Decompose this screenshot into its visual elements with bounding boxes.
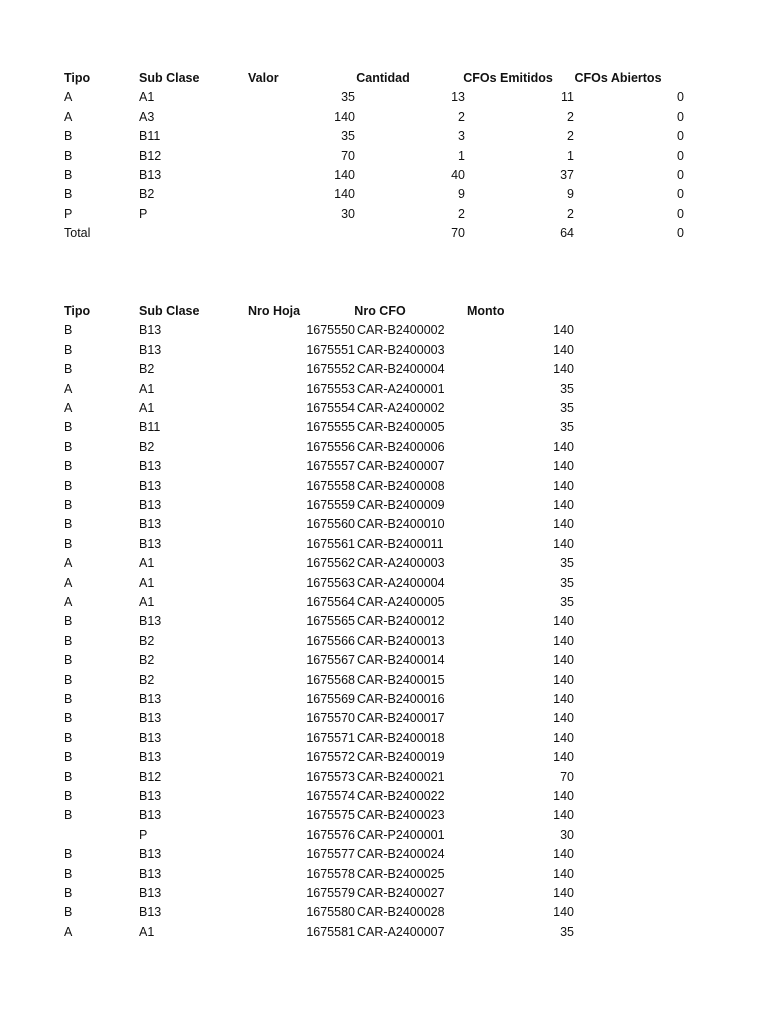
summary-cell-tipo: A	[64, 109, 73, 124]
summary-cell-tipo: P	[64, 206, 73, 221]
detail-cell-monto: 140	[553, 342, 574, 357]
summary-cell-tipo: Total	[64, 226, 91, 241]
detail-cell-sub-clase: A1	[139, 401, 155, 415]
detail-cell-sub-clase: B2	[139, 439, 155, 454]
summary-cell-cantidad: 40	[451, 168, 465, 182]
detail-row	[0, 380, 768, 399]
detail-cell-nro-cfo: CAR-A2400007	[357, 924, 445, 939]
detail-cell-nro-cfo: CAR-A2400001	[357, 381, 445, 396]
detail-cell-nro-hoja: 1675561	[306, 536, 355, 551]
detail-cell-tipo: B	[64, 420, 73, 435]
summary-cell-cfos-abiertos: 0	[677, 90, 684, 105]
summary-cell-cfos-emitidos: 64	[560, 226, 574, 241]
summary-cell-cantidad: 1	[458, 148, 465, 163]
summary-cell-valor: 140	[334, 109, 355, 124]
detail-cell-tipo: B	[64, 633, 73, 648]
detail-cell-sub-clase: B13	[139, 711, 162, 726]
detail-row	[0, 903, 768, 922]
detail-cell-nro-cfo: CAR-B2400012	[357, 614, 445, 629]
detail-cell-monto: 140	[553, 730, 574, 745]
detail-cell-nro-hoja: 1675564	[306, 595, 355, 609]
detail-header-nro-cfo: Nro CFO	[354, 304, 406, 318]
detail-row	[0, 748, 768, 767]
detail-cell-nro-cfo: CAR-B2400005	[357, 420, 445, 435]
detail-cell-tipo: B	[64, 692, 73, 706]
detail-cell-nro-cfo: CAR-B2400027	[357, 886, 445, 900]
summary-cell-valor: 140	[334, 187, 355, 202]
detail-row	[0, 418, 768, 437]
detail-cell-tipo: B	[64, 866, 73, 881]
detail-row	[0, 360, 768, 379]
summary-cell-sub-clase: B2	[139, 187, 155, 202]
detail-row	[0, 651, 768, 670]
summary-cell-valor: 70	[341, 148, 355, 163]
detail-row	[0, 709, 768, 728]
summary-cell-cfos-abiertos: 0	[677, 129, 684, 144]
detail-row	[0, 496, 768, 515]
summary-cell-cfos-abiertos: 0	[677, 206, 684, 221]
detail-cell-sub-clase: B13	[139, 342, 162, 357]
detail-cell-monto: 35	[560, 556, 574, 571]
detail-cell-monto: 140	[553, 653, 574, 668]
detail-cell-sub-clase: B12	[139, 769, 162, 784]
detail-cell-tipo: B	[64, 730, 73, 745]
detail-cell-nro-hoja: 1675566	[306, 633, 355, 648]
detail-cell-monto: 140	[553, 478, 574, 493]
detail-cell-tipo: A	[64, 381, 73, 396]
detail-cell-nro-cfo: CAR-B2400016	[357, 692, 445, 706]
detail-cell-tipo: B	[64, 478, 73, 493]
detail-cell-monto: 30	[560, 827, 574, 842]
summary-cell-tipo: B	[64, 187, 73, 202]
summary-cell-cantidad: 13	[451, 90, 465, 105]
detail-cell-monto: 140	[553, 692, 574, 706]
detail-cell-nro-hoja: 1675574	[306, 789, 355, 803]
summary-cell-tipo: A	[64, 90, 73, 105]
detail-cell-monto: 140	[553, 323, 574, 338]
summary-row	[0, 224, 768, 243]
summary-cell-cantidad: 9	[458, 187, 465, 202]
detail-cell-nro-cfo: CAR-B2400025	[357, 866, 445, 881]
detail-cell-nro-hoja: 1675572	[306, 750, 355, 765]
detail-row	[0, 438, 768, 457]
detail-cell-monto: 140	[553, 847, 574, 862]
detail-row	[0, 612, 768, 631]
summary-cell-sub-clase: B11	[139, 129, 161, 144]
summary-cell-sub-clase: A1	[139, 90, 155, 105]
detail-cell-tipo: B	[64, 672, 73, 687]
detail-cell-monto: 35	[560, 575, 574, 590]
detail-cell-monto: 140	[553, 866, 574, 881]
detail-cell-tipo: A	[64, 556, 73, 571]
summary-cell-cfos-emitidos: 2	[567, 109, 574, 124]
detail-cell-monto: 140	[553, 517, 574, 532]
detail-row	[0, 341, 768, 360]
detail-cell-sub-clase: A1	[139, 381, 155, 396]
detail-cell-sub-clase: B13	[139, 789, 162, 803]
summary-header-row	[0, 69, 768, 88]
detail-row	[0, 399, 768, 418]
detail-cell-tipo: B	[64, 789, 73, 803]
detail-cell-monto: 140	[553, 808, 574, 823]
detail-cell-sub-clase: B13	[139, 808, 162, 823]
detail-row	[0, 865, 768, 884]
detail-cell-nro-cfo: CAR-B2400017	[357, 711, 445, 726]
detail-cell-nro-cfo: CAR-B2400003	[357, 342, 445, 357]
detail-cell-nro-cfo: CAR-A2400004	[357, 575, 445, 590]
detail-cell-nro-cfo: CAR-B2400011	[357, 536, 444, 551]
detail-cell-monto: 140	[553, 633, 574, 648]
summary-row	[0, 88, 768, 107]
detail-cell-monto: 35	[560, 401, 574, 415]
detail-row	[0, 690, 768, 709]
detail-cell-tipo: A	[64, 575, 73, 590]
summary-cell-cfos-abiertos: 0	[677, 187, 684, 202]
detail-cell-nro-cfo: CAR-B2400010	[357, 517, 445, 532]
detail-cell-nro-cfo: CAR-B2400021	[357, 769, 445, 784]
detail-cell-monto: 140	[553, 459, 574, 474]
detail-cell-tipo: B	[64, 847, 73, 862]
detail-cell-sub-clase: B11	[139, 420, 161, 435]
detail-cell-nro-hoja: 1675563	[306, 575, 355, 590]
detail-cell-tipo: B	[64, 653, 73, 668]
detail-cell-sub-clase: B13	[139, 847, 162, 862]
summary-cell-sub-clase: P	[139, 206, 148, 221]
detail-cell-nro-hoja: 1675565	[306, 614, 355, 629]
summary-row	[0, 166, 768, 185]
detail-cell-monto: 140	[553, 439, 574, 454]
summary-row	[0, 185, 768, 204]
detail-cell-nro-hoja: 1675550	[306, 323, 355, 338]
detail-cell-tipo: A	[64, 924, 73, 939]
detail-cell-nro-cfo: CAR-B2400023	[357, 808, 445, 823]
detail-cell-sub-clase: B2	[139, 672, 155, 687]
detail-cell-tipo: B	[64, 439, 73, 454]
detail-cell-tipo: A	[64, 595, 73, 609]
detail-cell-nro-cfo: CAR-B2400014	[357, 653, 445, 668]
detail-row	[0, 554, 768, 573]
summary-row	[0, 108, 768, 127]
summary-cell-cfos-emitidos: 2	[567, 129, 574, 144]
detail-cell-sub-clase: B13	[139, 478, 162, 493]
summary-cell-cfos-emitidos: 11	[561, 90, 574, 105]
detail-cell-tipo: B	[64, 905, 73, 920]
summary-header-cantidad: Cantidad	[356, 71, 410, 85]
detail-cell-sub-clase: B13	[139, 323, 162, 338]
detail-cell-nro-cfo: CAR-P2400001	[357, 827, 445, 842]
detail-row	[0, 477, 768, 496]
detail-cell-nro-cfo: CAR-B2400002	[357, 323, 445, 338]
detail-cell-nro-hoja: 1675556	[306, 439, 355, 454]
detail-cell-nro-hoja: 1675580	[306, 905, 355, 920]
detail-row	[0, 593, 768, 612]
detail-cell-sub-clase: B13	[139, 692, 162, 706]
summary-cell-cfos-abiertos: 0	[677, 168, 684, 182]
detail-cell-nro-hoja: 1675562	[306, 556, 355, 571]
detail-cell-tipo: B	[64, 342, 73, 357]
detail-cell-nro-hoja: 1675554	[306, 401, 355, 415]
detail-cell-monto: 140	[553, 614, 574, 629]
summary-cell-sub-clase: B12	[139, 148, 162, 163]
summary-row	[0, 127, 768, 146]
detail-cell-tipo: B	[64, 808, 73, 823]
detail-cell-nro-cfo: CAR-B2400006	[357, 439, 445, 454]
detail-cell-nro-cfo: CAR-A2400005	[357, 595, 445, 609]
summary-cell-cfos-abiertos: 0	[677, 226, 684, 241]
detail-cell-nro-hoja: 1675551	[306, 342, 355, 357]
detail-cell-tipo: B	[64, 769, 73, 784]
detail-cell-nro-cfo: CAR-A2400003	[357, 556, 445, 571]
detail-cell-nro-hoja: 1675552	[306, 362, 355, 377]
detail-cell-sub-clase: B2	[139, 362, 155, 377]
detail-row	[0, 787, 768, 806]
detail-header-row	[0, 302, 768, 321]
summary-cell-tipo: B	[64, 148, 73, 163]
summary-header-cfos-emitidos: CFOs Emitidos	[463, 71, 553, 85]
detail-cell-monto: 140	[553, 886, 574, 900]
detail-cell-nro-cfo: CAR-B2400008	[357, 478, 445, 493]
detail-cell-nro-hoja: 1675567	[306, 653, 355, 668]
detail-row	[0, 806, 768, 825]
detail-cell-tipo: B	[64, 711, 73, 726]
detail-row	[0, 884, 768, 903]
detail-header-monto: Monto	[467, 304, 505, 318]
summary-cell-sub-clase: B13	[139, 168, 162, 182]
detail-cell-nro-cfo: CAR-B2400018	[357, 730, 445, 745]
summary-row	[0, 205, 768, 224]
detail-row	[0, 923, 768, 942]
detail-cell-nro-hoja: 1675576	[306, 827, 355, 842]
detail-cell-nro-cfo: CAR-B2400024	[357, 847, 445, 862]
detail-row	[0, 632, 768, 651]
detail-cell-sub-clase: B13	[139, 750, 162, 765]
summary-cell-cantidad: 70	[451, 226, 465, 241]
summary-cell-tipo: B	[64, 129, 73, 144]
detail-cell-nro-hoja: 1675573	[306, 769, 355, 784]
detail-cell-nro-cfo: CAR-A2400002	[357, 401, 445, 415]
detail-row	[0, 321, 768, 340]
detail-cell-tipo: B	[64, 536, 73, 551]
detail-cell-tipo: B	[64, 614, 73, 629]
detail-cell-monto: 35	[560, 420, 574, 435]
detail-cell-sub-clase: B13	[139, 517, 162, 532]
detail-row	[0, 515, 768, 534]
summary-cell-cfos-emitidos: 1	[567, 148, 574, 163]
summary-header-sub-clase: Sub Clase	[139, 71, 200, 85]
detail-cell-monto: 140	[553, 498, 574, 512]
detail-row	[0, 457, 768, 476]
detail-cell-sub-clase: B2	[139, 633, 155, 648]
detail-cell-tipo: B	[64, 517, 73, 532]
detail-header-nro-hoja: Nro Hoja	[248, 304, 301, 318]
detail-cell-tipo: B	[64, 498, 73, 512]
detail-cell-sub-clase: B13	[139, 730, 162, 745]
detail-row	[0, 535, 768, 554]
summary-cell-cfos-emitidos: 37	[560, 168, 574, 182]
detail-cell-sub-clase: B13	[139, 905, 162, 920]
detail-row	[0, 768, 768, 787]
summary-cell-valor: 30	[341, 206, 355, 221]
detail-cell-nro-cfo: CAR-B2400028	[357, 905, 445, 920]
summary-cell-cantidad: 3	[458, 129, 465, 144]
detail-cell-tipo: B	[64, 886, 73, 900]
summary-cell-cfos-emitidos: 9	[567, 187, 574, 202]
detail-cell-sub-clase: B13	[139, 886, 162, 900]
detail-cell-nro-hoja: 1675559	[306, 498, 355, 512]
detail-cell-nro-cfo: CAR-B2400009	[357, 498, 445, 512]
detail-cell-sub-clase: P	[139, 827, 148, 842]
detail-cell-sub-clase: B2	[139, 653, 155, 668]
summary-cell-cfos-emitidos: 2	[567, 206, 574, 221]
detail-cell-monto: 35	[560, 595, 574, 609]
detail-cell-nro-hoja: 1675557	[306, 459, 355, 474]
detail-cell-tipo: B	[64, 323, 73, 338]
detail-cell-nro-cfo: CAR-B2400007	[357, 459, 445, 474]
detail-cell-tipo: B	[64, 459, 73, 474]
detail-cell-nro-hoja: 1675575	[306, 808, 355, 823]
detail-cell-nro-hoja: 1675553	[306, 381, 355, 396]
detail-cell-nro-hoja: 1675577	[306, 847, 355, 862]
detail-cell-monto: 140	[553, 536, 574, 551]
summary-cell-valor: 35	[341, 90, 355, 105]
detail-cell-sub-clase: A1	[139, 595, 155, 609]
summary-cell-cantidad: 2	[458, 206, 465, 221]
summary-cell-cantidad: 2	[458, 109, 465, 124]
summary-cell-cfos-abiertos: 0	[677, 109, 684, 124]
detail-row	[0, 574, 768, 593]
summary-cell-cfos-abiertos: 0	[677, 148, 684, 163]
detail-cell-nro-cfo: CAR-B2400019	[357, 750, 445, 765]
detail-cell-sub-clase: B13	[139, 498, 162, 512]
detail-cell-tipo: B	[64, 750, 73, 765]
detail-cell-tipo: B	[64, 362, 73, 377]
detail-cell-monto: 140	[553, 750, 574, 765]
detail-cell-nro-cfo: CAR-B2400022	[357, 789, 445, 803]
detail-header-sub-clase: Sub Clase	[139, 304, 200, 318]
detail-cell-nro-hoja: 1675569	[306, 692, 355, 706]
summary-header-cfos-abiertos: CFOs Abiertos	[574, 71, 662, 85]
detail-cell-monto: 140	[553, 711, 574, 726]
detail-cell-nro-cfo: CAR-B2400013	[357, 633, 445, 648]
detail-cell-sub-clase: A1	[139, 556, 155, 571]
detail-cell-monto: 140	[553, 789, 574, 803]
detail-cell-sub-clase: B13	[139, 536, 162, 551]
detail-cell-sub-clase: A1	[139, 575, 155, 590]
detail-cell-nro-hoja: 1675579	[306, 886, 355, 900]
detail-cell-sub-clase: B13	[139, 459, 162, 474]
detail-row	[0, 729, 768, 748]
summary-cell-valor: 35	[341, 129, 355, 144]
summary-cell-tipo: B	[64, 168, 73, 182]
detail-cell-nro-cfo: CAR-B2400015	[357, 672, 445, 687]
detail-cell-monto: 70	[560, 769, 574, 784]
detail-row	[0, 845, 768, 864]
detail-header-tipo: Tipo	[64, 304, 91, 318]
detail-cell-sub-clase: B13	[139, 614, 162, 629]
detail-row	[0, 826, 768, 845]
summary-cell-valor: 140	[334, 168, 355, 182]
detail-cell-monto: 140	[553, 362, 574, 377]
detail-cell-monto: 140	[553, 672, 574, 687]
summary-cell-sub-clase: A3	[139, 109, 155, 124]
detail-cell-tipo: A	[64, 401, 73, 415]
detail-cell-monto: 35	[560, 924, 574, 939]
detail-row	[0, 671, 768, 690]
detail-cell-sub-clase: B13	[139, 866, 162, 881]
detail-cell-nro-hoja: 1675568	[306, 672, 355, 687]
detail-cell-nro-hoja: 1675581	[306, 924, 355, 939]
summary-header-valor: Valor	[248, 71, 279, 85]
detail-cell-monto: 140	[553, 905, 574, 920]
detail-cell-nro-hoja: 1675578	[306, 866, 355, 881]
detail-cell-nro-hoja: 1675560	[306, 517, 355, 532]
detail-cell-nro-hoja: 1675570	[306, 711, 355, 726]
detail-cell-nro-cfo: CAR-B2400004	[357, 362, 445, 377]
detail-cell-nro-hoja: 1675558	[306, 478, 355, 493]
detail-cell-nro-hoja: 1675571	[306, 730, 355, 745]
summary-header-tipo: Tipo	[64, 71, 91, 85]
summary-row	[0, 147, 768, 166]
detail-cell-nro-hoja: 1675555	[306, 420, 355, 435]
detail-cell-monto: 35	[560, 381, 574, 396]
detail-cell-sub-clase: A1	[139, 924, 155, 939]
